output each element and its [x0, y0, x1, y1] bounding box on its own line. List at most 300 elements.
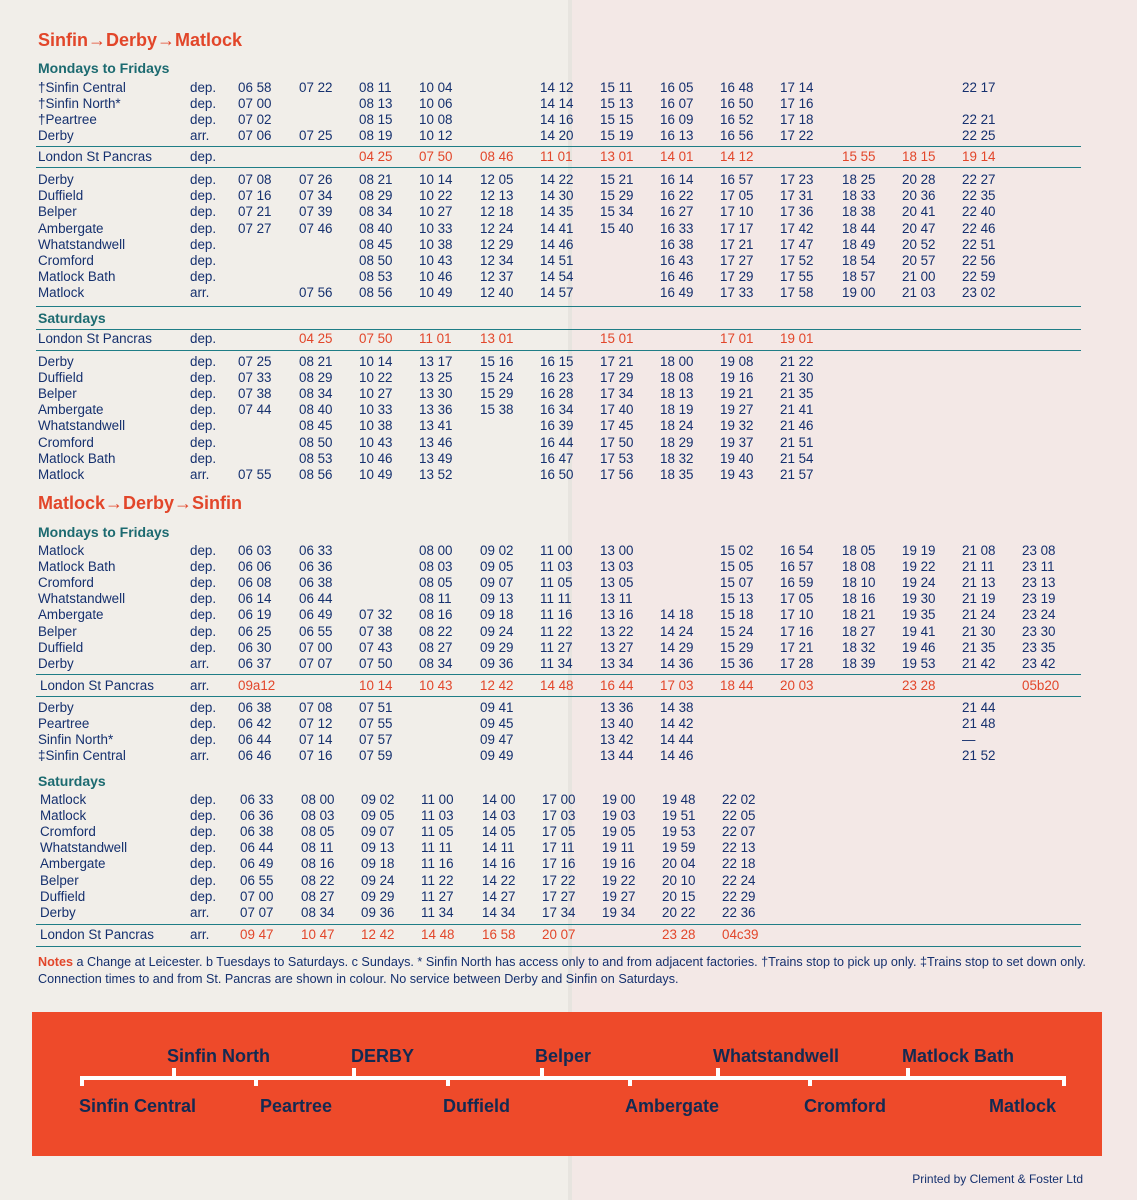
stop-type: arr.: [190, 285, 210, 301]
stop-type: arr.: [190, 655, 210, 671]
time-cell: 10 27: [419, 204, 453, 220]
time-cell: 07 00: [299, 639, 333, 655]
time-cell: 17 10: [780, 607, 814, 623]
time-cell: 08 11: [359, 80, 392, 95]
time-cell: 09 02: [480, 543, 514, 558]
time-cell: 13 36: [600, 700, 634, 715]
time-cell: 15 15: [600, 112, 634, 127]
time-cell: 16 46: [660, 269, 694, 285]
timetable-row: [0, 418, 1137, 434]
time-cell: 08 29: [299, 370, 333, 386]
time-cell: 20 10: [662, 872, 696, 888]
printer-credit: Printed by Clement & Foster Ltd: [912, 1172, 1083, 1186]
time-cell: 08 40: [299, 402, 333, 418]
time-cell: 22 35: [962, 188, 996, 204]
timetable-row: [0, 149, 1137, 165]
outbound-saturday-heading: Saturdays: [38, 310, 106, 326]
timetable-row: [0, 559, 1137, 575]
time-cell: 07 55: [238, 466, 272, 482]
time-cell: 16 57: [780, 559, 814, 575]
time-cell: 12 42: [480, 678, 514, 693]
time-cell: 06 55: [299, 623, 333, 639]
station-name: Cromford: [38, 575, 94, 591]
time-cell: 16 57: [720, 172, 754, 187]
time-cell: 09 13: [480, 591, 514, 607]
time-cell: 13 11: [600, 591, 633, 607]
time-cell: 08 50: [359, 253, 393, 268]
time-cell: 08 05: [419, 575, 453, 591]
time-cell: 22 02: [722, 792, 756, 807]
time-cell: 10 14: [419, 172, 453, 187]
time-cell: 10 14: [359, 354, 393, 369]
time-cell: 17 21: [600, 354, 634, 369]
timetable-row: [0, 732, 1137, 748]
time-cell: 08 19: [359, 128, 393, 143]
time-cell: 15 07: [720, 575, 754, 591]
time-cell: 09 36: [361, 904, 395, 920]
station-name: Matlock: [40, 808, 87, 824]
time-cell: 23 19: [1022, 591, 1056, 607]
station-name: Peartree: [38, 716, 90, 731]
time-cell: 23 28: [662, 927, 696, 942]
time-cell: 08 21: [359, 172, 393, 187]
time-cell: 17 27: [720, 253, 754, 268]
time-cell: 06 08: [238, 575, 272, 591]
time-cell: 06 38: [238, 700, 272, 715]
time-cell: 07 39: [299, 204, 333, 220]
time-cell: 21 42: [962, 655, 996, 671]
time-cell: 13 01: [600, 149, 634, 164]
stop-type: dep.: [190, 792, 217, 807]
time-cell: 07 33: [238, 370, 272, 386]
time-cell: 17 22: [780, 128, 814, 143]
time-cell: 09 29: [361, 888, 395, 904]
time-cell: 13 05: [600, 575, 634, 591]
time-cell: 21 35: [962, 639, 996, 655]
stop-type: dep.: [190, 716, 217, 731]
outbound-weekday-heading: Mondays to Fridays: [38, 60, 170, 76]
time-cell: 21 19: [962, 591, 996, 607]
stop-type: dep.: [190, 856, 217, 872]
timetable-row: [0, 188, 1137, 204]
time-cell: 22 24: [722, 872, 756, 888]
time-cell: 09 47: [480, 732, 514, 747]
time-cell: 14 41: [540, 220, 574, 236]
time-cell: 22 17: [962, 80, 996, 95]
time-cell: 14 14: [540, 96, 574, 111]
station-name: Cromford: [38, 434, 94, 450]
stop-type: dep.: [190, 269, 217, 285]
time-cell: 17 34: [542, 904, 576, 920]
time-cell: 14 03: [482, 808, 516, 824]
time-cell: 09a12: [238, 678, 276, 693]
time-cell: 14 46: [540, 236, 574, 252]
station-name: Belper: [38, 204, 77, 220]
time-cell: 21 46: [780, 418, 814, 434]
time-cell: 14 38: [660, 700, 694, 715]
time-cell: 16 50: [540, 466, 574, 482]
time-cell: 10 04: [419, 80, 453, 95]
time-cell: 20 22: [662, 904, 696, 920]
time-cell: 14 11: [482, 840, 515, 856]
time-cell: 08 53: [299, 450, 333, 466]
time-cell: 17 21: [720, 236, 754, 252]
route-tick: [254, 1076, 258, 1086]
time-cell: 19 30: [902, 591, 936, 607]
timetable-row: [0, 204, 1137, 220]
time-cell: 18 38: [842, 204, 876, 220]
time-cell: 17 56: [600, 466, 634, 482]
time-cell: 09 02: [361, 792, 395, 807]
time-cell: 14 16: [482, 856, 516, 872]
time-cell: 17 21: [780, 639, 814, 655]
time-cell: 17 28: [780, 655, 814, 671]
map-station-belper: Belper: [535, 1046, 592, 1066]
time-cell: 17 42: [780, 220, 814, 236]
time-cell: 06 38: [299, 575, 333, 591]
station-name: Cromford: [40, 824, 96, 840]
time-cell: 15 16: [480, 354, 514, 369]
time-cell: 10 38: [359, 418, 393, 434]
time-cell: 23 11: [1022, 559, 1055, 575]
time-cell: 06 44: [238, 732, 272, 747]
station-name: Matlock Bath: [38, 269, 116, 285]
return-saturday-heading: Saturdays: [38, 773, 106, 789]
time-cell: 07 08: [299, 700, 333, 715]
time-cell: 10 06: [419, 96, 453, 111]
timetable-row: [0, 172, 1137, 188]
time-cell: 14 30: [540, 188, 574, 204]
timetable-row: [0, 221, 1137, 237]
timetable-row: [0, 331, 1137, 347]
stop-type: arr.: [190, 927, 210, 942]
stop-type: dep.: [190, 575, 217, 591]
time-cell: 17 50: [600, 434, 634, 450]
time-cell: 19 34: [602, 904, 636, 920]
time-cell: 17 29: [600, 370, 634, 386]
station-name: Derby: [38, 128, 74, 143]
timetable-row: [0, 435, 1137, 451]
time-cell: 15 40: [600, 220, 634, 236]
time-cell: 11 16: [421, 856, 454, 872]
time-cell: 14 54: [540, 269, 574, 285]
time-cell: 18 25: [842, 172, 876, 187]
map-station-sinfin-central: Sinfin Central: [79, 1096, 197, 1116]
time-cell: 17 05: [780, 591, 814, 607]
time-cell: 09 05: [361, 808, 395, 824]
divider: [36, 674, 1081, 675]
time-cell: 17 58: [780, 285, 814, 301]
map-station-peartree: Peartree: [260, 1096, 333, 1116]
time-cell: 18 19: [660, 402, 694, 418]
time-cell: 15 38: [480, 402, 514, 418]
time-cell: 07 46: [299, 220, 333, 236]
time-cell: 08 16: [419, 607, 453, 623]
divider: [36, 329, 1081, 330]
time-cell: 16 44: [540, 434, 574, 450]
time-cell: 20 28: [902, 172, 936, 187]
time-cell: 19 24: [902, 575, 936, 591]
time-cell: 08 00: [419, 543, 453, 558]
time-cell: 14 05: [482, 824, 516, 840]
time-cell: 21 52: [962, 748, 996, 763]
divider: [36, 167, 1081, 168]
time-cell: 15 34: [600, 204, 634, 220]
station-name: Matlock: [38, 285, 85, 301]
return-title: Matlock→Derby→Sinfin: [38, 493, 243, 513]
time-cell: 22 18: [722, 856, 756, 872]
time-cell: 08 22: [301, 872, 335, 888]
stop-type: arr.: [190, 466, 210, 482]
stop-type: dep.: [190, 700, 217, 715]
time-cell: 18 32: [842, 639, 876, 655]
time-cell: 19 59: [662, 840, 696, 856]
time-cell: 06 49: [240, 856, 274, 872]
station-name: Matlock: [38, 543, 85, 558]
timetable-row: [0, 543, 1137, 559]
divider: [36, 350, 1081, 351]
map-station-cromford: Cromford: [804, 1096, 886, 1116]
time-cell: 20 41: [902, 204, 936, 220]
time-cell: 17 14: [780, 80, 814, 95]
time-cell: 13 36: [419, 402, 453, 418]
time-cell: 07 06: [238, 128, 272, 143]
time-cell: 07 07: [240, 904, 274, 920]
time-cell: 10 38: [419, 236, 453, 252]
station-name: Belper: [38, 623, 77, 639]
stop-type: dep.: [190, 639, 217, 655]
time-cell: 11 27: [421, 888, 454, 904]
timetable-row: [0, 889, 1137, 905]
time-cell: 18 44: [720, 678, 754, 693]
timetable-row: [0, 856, 1137, 872]
time-cell: 16 39: [540, 418, 574, 434]
divider: [36, 696, 1081, 697]
timetable-row: [0, 451, 1137, 467]
time-cell: 08 27: [419, 639, 453, 655]
stop-type: dep.: [190, 824, 217, 840]
time-cell: 16 27: [660, 204, 694, 220]
time-cell: 19 16: [602, 856, 636, 872]
time-cell: 07 27: [238, 220, 272, 236]
time-cell: 05b20: [1022, 678, 1060, 693]
time-cell: 16 15: [540, 354, 574, 369]
time-cell: 18 35: [660, 466, 694, 482]
timetable-row: [0, 905, 1137, 921]
station-name: Derby: [38, 655, 74, 671]
time-cell: 18 24: [660, 418, 694, 434]
time-cell: 18 05: [842, 543, 876, 558]
time-cell: 14 12: [540, 80, 574, 95]
time-cell: 21 35: [780, 386, 814, 402]
timetable-row: [0, 624, 1137, 640]
time-cell: 15 29: [720, 639, 754, 655]
map-station-matlock: Matlock: [989, 1096, 1057, 1116]
timetable-row: [0, 607, 1137, 623]
time-cell: 18 15: [902, 149, 936, 164]
time-cell: 07 55: [359, 716, 393, 731]
time-cell: 14 57: [540, 285, 574, 301]
timetable-row: [0, 237, 1137, 253]
time-cell: 07 25: [299, 128, 333, 143]
time-cell: 08 40: [359, 220, 393, 236]
notes: [38, 954, 1098, 988]
time-cell: 19 00: [602, 792, 636, 807]
stop-type: dep.: [190, 112, 217, 127]
station-name: Duffield: [38, 188, 84, 204]
time-cell: 06 55: [240, 872, 274, 888]
time-cell: 14 27: [482, 888, 516, 904]
time-cell: 13 46: [419, 434, 453, 450]
station-name: Ambergate: [38, 607, 104, 623]
time-cell: 13 17: [419, 354, 453, 369]
time-cell: 15 13: [720, 591, 754, 607]
time-cell: 18 00: [660, 354, 694, 369]
time-cell: 13 52: [419, 466, 453, 482]
time-cell: 07 12: [299, 716, 333, 731]
time-cell: 14 51: [540, 253, 574, 268]
time-cell: 08 03: [419, 559, 453, 575]
time-cell: 07 22: [299, 80, 333, 95]
time-cell: 17 52: [780, 253, 814, 268]
time-cell: 20 03: [780, 678, 814, 693]
time-cell: 22 51: [962, 236, 996, 252]
time-cell: 07 00: [240, 888, 274, 904]
time-cell: 22 27: [962, 172, 996, 187]
route-tick: [352, 1068, 356, 1078]
time-cell: 15 18: [720, 607, 754, 623]
time-cell: 17 53: [600, 450, 634, 466]
time-cell: 06 19: [238, 607, 272, 623]
time-cell: 18 10: [842, 575, 876, 591]
time-cell: 12 29: [480, 236, 514, 252]
time-cell: 21 41: [780, 402, 814, 418]
time-cell: 06 44: [299, 591, 333, 607]
time-cell: 08 16: [301, 856, 335, 872]
time-cell: 21 44: [962, 700, 996, 715]
time-cell: 19 53: [902, 655, 936, 671]
time-cell: 16 34: [540, 402, 574, 418]
time-cell: 21 30: [780, 370, 814, 386]
time-cell: 11 34: [421, 904, 454, 920]
time-cell: 13 44: [600, 748, 634, 763]
time-cell: 08 27: [301, 888, 335, 904]
time-cell: 10 33: [419, 220, 453, 236]
time-cell: 11 22: [540, 623, 573, 639]
time-cell: 11 05: [540, 575, 573, 591]
stop-type: dep.: [190, 386, 217, 402]
time-cell: 17 27: [542, 888, 576, 904]
time-cell: 18 33: [842, 188, 876, 204]
time-cell: 10 43: [419, 678, 453, 693]
time-cell: 04c39: [722, 927, 759, 942]
time-cell: 17 16: [542, 856, 576, 872]
station-name: London St Pancras: [38, 331, 152, 346]
stop-type: dep.: [190, 543, 217, 558]
time-cell: 17 10: [720, 204, 754, 220]
time-cell: 08 03: [301, 808, 335, 824]
time-cell: 17 05: [720, 188, 754, 204]
time-cell: 07 25: [238, 354, 272, 369]
time-cell: 17 33: [720, 285, 754, 301]
route-tick: [1062, 1076, 1066, 1086]
timetable-row: [0, 591, 1137, 607]
time-cell: 09 18: [480, 607, 514, 623]
time-cell: 09 07: [361, 824, 395, 840]
time-cell: 13 49: [419, 450, 453, 466]
time-cell: 19 43: [720, 466, 754, 482]
time-cell: 08 13: [359, 96, 393, 111]
time-cell: 15 11: [600, 80, 633, 95]
station-name: Derby: [38, 700, 74, 715]
time-cell: 13 16: [600, 607, 634, 623]
time-cell: 14 01: [660, 149, 694, 164]
time-cell: 12 40: [480, 285, 514, 301]
stop-type: dep.: [190, 607, 217, 623]
time-cell: 06 14: [238, 591, 272, 607]
stop-type: dep.: [190, 434, 217, 450]
time-cell: 12 42: [361, 927, 395, 942]
time-cell: 14 24: [660, 623, 694, 639]
time-cell: 21 57: [780, 466, 814, 482]
stop-type: dep.: [190, 840, 217, 856]
timetable-row: [0, 873, 1137, 889]
time-cell: 20 52: [902, 236, 936, 252]
time-cell: 20 57: [902, 253, 936, 268]
timetable-row: [0, 128, 1137, 144]
time-cell: 19 21: [720, 386, 754, 402]
time-cell: 09 18: [361, 856, 395, 872]
time-cell: 18 32: [660, 450, 694, 466]
timetable-row: [0, 678, 1137, 694]
time-cell: 06 06: [238, 559, 272, 575]
time-cell: 17 17: [720, 220, 754, 236]
time-cell: 18 13: [660, 386, 694, 402]
time-cell: 21 22: [780, 354, 814, 369]
time-cell: 09 36: [480, 655, 514, 671]
time-cell: 19 08: [720, 354, 754, 369]
station-name: Whatstandwell: [38, 236, 126, 252]
time-cell: 09 05: [480, 559, 514, 575]
time-cell: 19 05: [602, 824, 636, 840]
time-cell: —: [962, 732, 976, 747]
time-cell: 14 00: [482, 792, 516, 807]
time-cell: 06 33: [299, 543, 333, 558]
time-cell: 09 24: [361, 872, 395, 888]
time-cell: 07 56: [299, 285, 333, 301]
stop-type: dep.: [190, 354, 217, 369]
time-cell: 06 25: [238, 623, 272, 639]
time-cell: 21 00: [902, 269, 936, 285]
route-tick: [906, 1068, 910, 1078]
time-cell: 13 00: [600, 543, 634, 558]
time-cell: 15 29: [600, 188, 634, 204]
route-tick: [540, 1068, 544, 1078]
stop-type: arr.: [190, 128, 210, 143]
station-name: London St Pancras: [40, 927, 154, 942]
time-cell: 19 46: [902, 639, 936, 655]
timetable-row: [0, 386, 1137, 402]
time-cell: 14 34: [482, 904, 516, 920]
station-name: London St Pancras: [38, 149, 152, 164]
timetable-row: [0, 370, 1137, 386]
timetable-row: [0, 824, 1137, 840]
station-name: Ambergate: [38, 402, 104, 418]
time-cell: 15 55: [842, 149, 876, 164]
time-cell: 08 29: [359, 188, 393, 204]
time-cell: 10 27: [359, 386, 393, 402]
time-cell: 13 01: [480, 331, 514, 346]
